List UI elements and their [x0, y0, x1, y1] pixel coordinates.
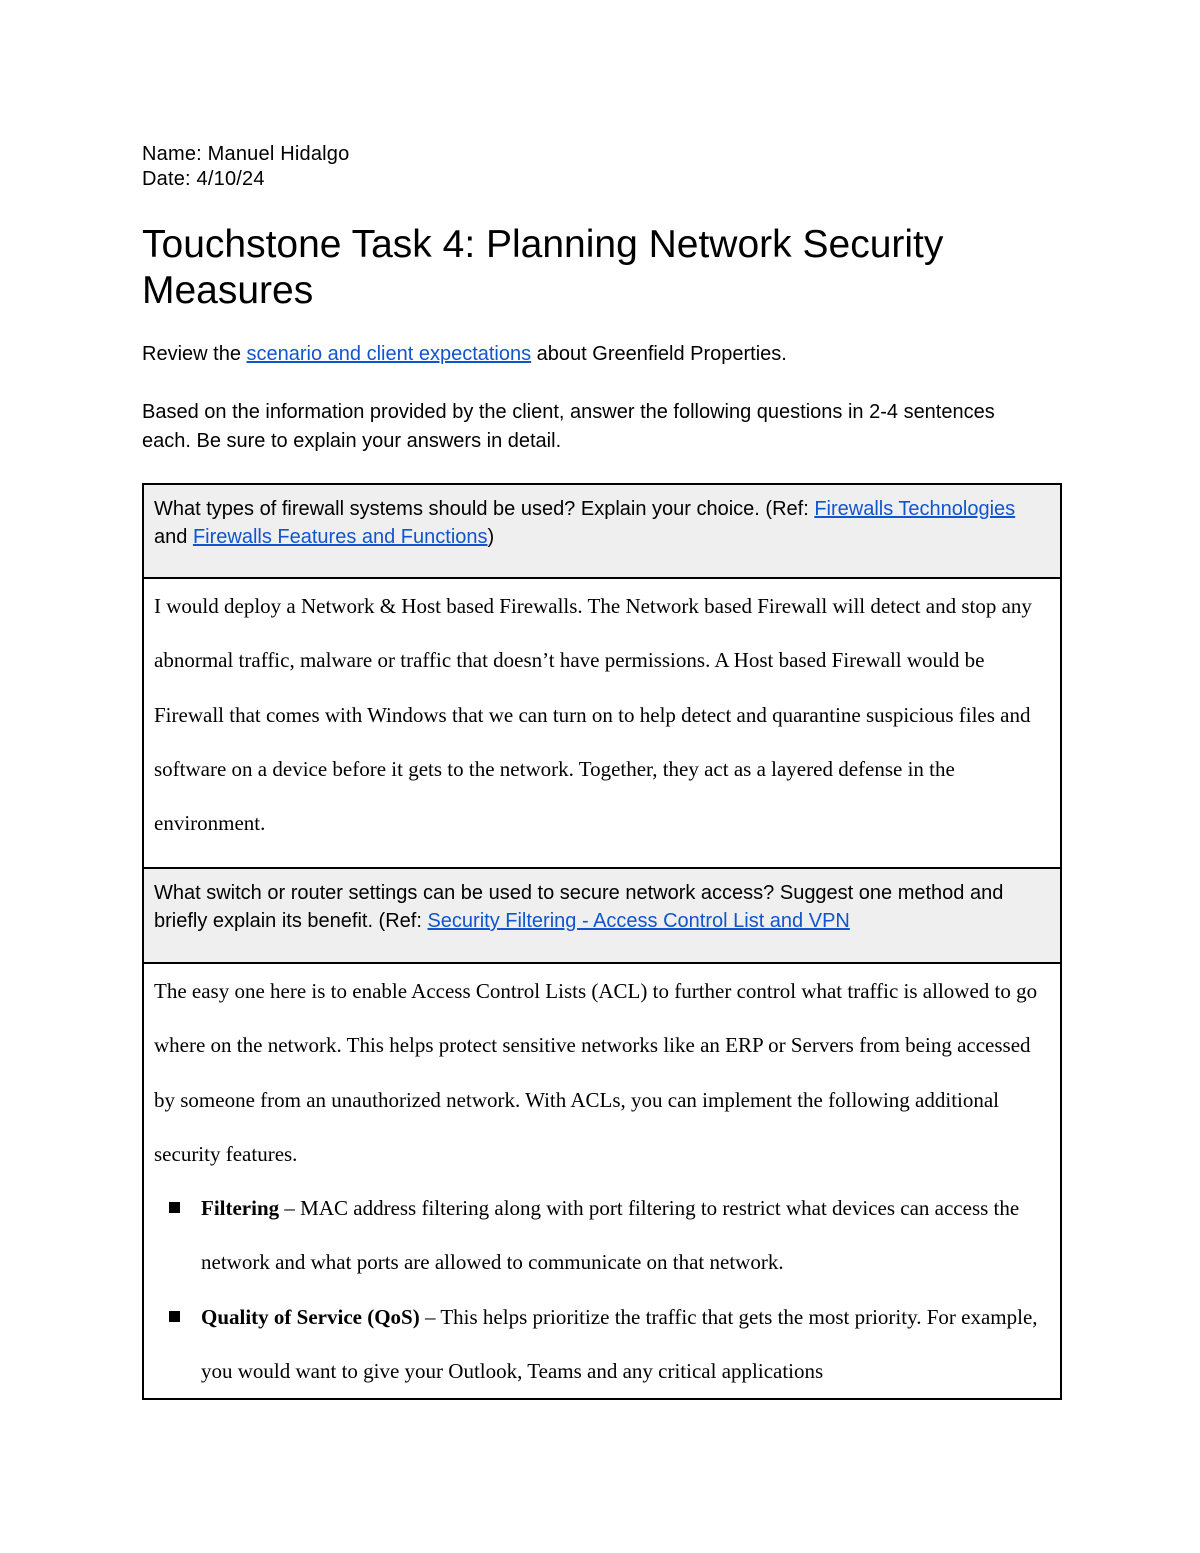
page-title: Touchstone Task 4: Planning Network Security Measures — [142, 223, 944, 312]
instructions-paragraph: Based on the information provided by the client, answer the following questions in 2-4 sentences each. Be sure to explain your answers in detail. — [142, 401, 995, 452]
square-bullet-icon — [169, 1202, 180, 1213]
list-item — [154, 1290, 1050, 1399]
question-1-end: ) — [487, 526, 495, 548]
list-item — [154, 1181, 1050, 1290]
question-1-cell — [143, 484, 1061, 578]
review-suffix: about Greenfield Properties. — [531, 343, 787, 365]
square-bullet-icon — [169, 1311, 180, 1322]
scenario-link[interactable]: scenario and client expectations — [246, 343, 532, 365]
firewalls-technologies-link[interactable]: Firewalls Technologies — [814, 498, 1016, 520]
question-1-text: What types of firewall systems should be used? Explain your choice. (Ref: — [154, 498, 815, 520]
bullet-term: Quality of Service (QoS) — [201, 1304, 420, 1329]
review-paragraph — [142, 340, 1042, 369]
bullet-text: – MAC address filtering along with port filtering to restrict what devices can access the network and what ports are allowed to communicate on that network. — [201, 1196, 1020, 1275]
review-prefix: Review the — [142, 343, 247, 365]
answer-2-bullet-list — [154, 1181, 1050, 1398]
answer-2-cell — [143, 963, 1061, 1399]
question-2-text: What switch or router settings can be used to secure network access? Suggest one method and briefly explain its benefit. (Ref: — [154, 882, 1004, 932]
question-2-cell — [143, 868, 1061, 963]
firewalls-features-link[interactable]: Firewalls Features and Functions — [192, 526, 488, 548]
bullet-term: Filtering — [201, 1196, 280, 1221]
security-filtering-link[interactable]: Security Filtering - Access Control List and VPN — [427, 910, 850, 932]
answer-1: I would deploy a Network & Host based Firewalls. The Network based Firewall will detect and stop any abnormal traffic, malware or traffic that doesn’t have permissions. A Host based Firewall would be Firewall that comes with Windows that we can turn on to help detect and quarantine suspicious files and software on a device before it gets to the network. Together, they act as a layered defense in the environment. — [154, 594, 1032, 836]
bullet-text: – This helps prioritize the traffic that gets the most priority. For example, you would want to give your Outlook, Teams and any critical applications — [201, 1304, 1038, 1384]
student-name: Name: Manuel Hidalgo — [142, 143, 350, 165]
answer-1-cell — [143, 578, 1061, 868]
question-1 — [154, 485, 1050, 551]
question-answer-table — [142, 483, 1062, 1400]
question-2 — [154, 869, 1050, 935]
answer-2-intro: The easy one here is to enable Access Control Lists (ACL) to further control what traffic is allowed to go where on the network. This helps protect sensitive networks like an ERP or Servers from being accessed by someone from an unauthorized network. With ACLs, you can implement the following additional security features. — [154, 979, 1038, 1166]
question-1-connector: and — [154, 526, 193, 548]
submission-date: Date: 4/10/24 — [142, 168, 265, 190]
